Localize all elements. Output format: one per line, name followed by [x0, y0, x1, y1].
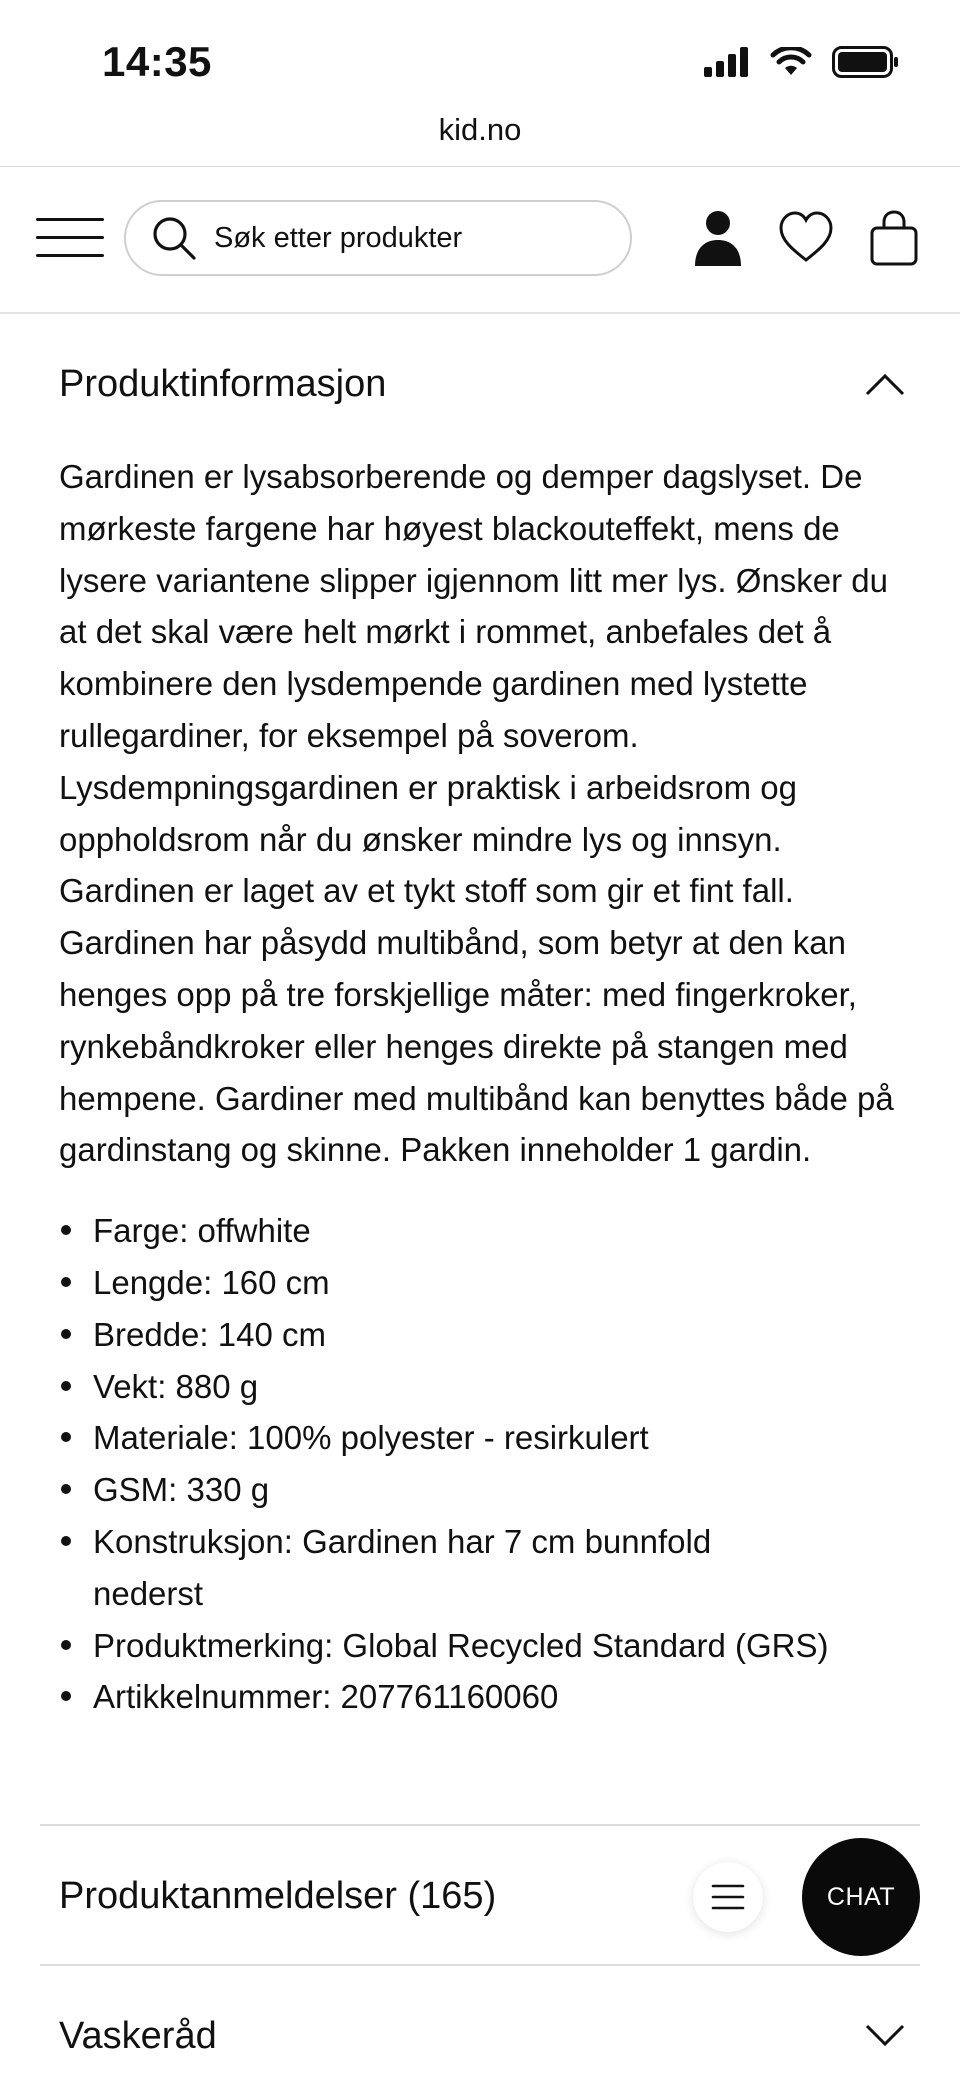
spec-item: Artikkelnummer: 207761160060: [59, 1671, 909, 1723]
spec-item: Lengde: 160 cm: [59, 1257, 909, 1309]
section-divider: [40, 1964, 920, 1966]
care-accordion-header[interactable]: [40, 2004, 920, 2068]
spec-item: Materiale: 100% polyester - resirkulert: [59, 1412, 909, 1464]
spec-item: GSM: 330 g: [59, 1464, 909, 1516]
spec-item: Vekt: 880 g: [59, 1361, 909, 1413]
browser-top-area: [0, 0, 960, 167]
search-icon: [150, 214, 198, 262]
spec-item: Produktmerking: Global Recycled Standard (GRS): [59, 1620, 909, 1672]
product-info-accordion-header[interactable]: [40, 352, 920, 416]
account-icon[interactable]: [690, 208, 746, 268]
site-header: [0, 166, 960, 314]
battery-icon: [832, 46, 900, 78]
floating-menu-button[interactable]: [693, 1862, 763, 1932]
chevron-down-icon: [864, 2023, 906, 2049]
care-title: Vaskeråd: [59, 2014, 217, 2057]
chevron-up-icon: [864, 371, 906, 397]
spec-item: Bredde: 140 cm: [59, 1309, 909, 1361]
search-input[interactable]: [212, 221, 616, 256]
wishlist-heart-icon[interactable]: [778, 208, 834, 268]
product-info-title: Produktinformasjon: [59, 362, 387, 405]
wifi-icon: [770, 47, 812, 77]
menu-lines-icon: [711, 1883, 745, 1911]
reviews-accordion-header[interactable]: [40, 1862, 920, 1930]
cellular-signal-icon: [704, 47, 750, 77]
product-specs-list: [59, 1205, 909, 1723]
section-divider: [40, 1824, 920, 1826]
product-description: Gardinen er lysabsorberende og demper dagslyset. De mørkeste fargene har høyest blackouteffekt, mens de lysere variantene slipper igjennom litt mer lys. Ønsker du at det skal være helt mørkt i rommet, anbefales det å kombinere den lysdempende gardinen med lystette rullegardiner, for eksempel på soverom. Lysdempningsgardinen er praktisk i arbeidsrom og oppholdsrom når du ønsker mindre lys og innsyn. Gardinen er laget av et tykt stoff som gir et fint fall. Gardinen har påsydd multibånd, som betyr at den kan henges opp på tre forskjellige måter: med fingerkroker, rynkebåndkroker eller henges direkte på stangen med hempene. Gardiner med multibånd kan benyttes både på gardinstang og skinne. Pakken inneholder 1 gardin.: [59, 458, 894, 1169]
spec-item: Farge: offwhite: [59, 1205, 909, 1257]
shopping-bag-icon[interactable]: [866, 208, 922, 268]
spec-item: Konstruksjon: Gardinen har 7 cm bunnfold nederst: [59, 1516, 909, 1620]
browser-url[interactable]: kid.no: [438, 112, 522, 147]
chat-button[interactable]: CHAT: [802, 1838, 920, 1956]
search-bar[interactable]: [124, 200, 632, 276]
status-time: 14:35: [102, 38, 212, 85]
status-icons: [704, 46, 900, 78]
product-info-content: [59, 451, 909, 1723]
hamburger-menu-button[interactable]: [36, 216, 104, 258]
reviews-title: Produktanmeldelser (165): [59, 1874, 497, 1917]
